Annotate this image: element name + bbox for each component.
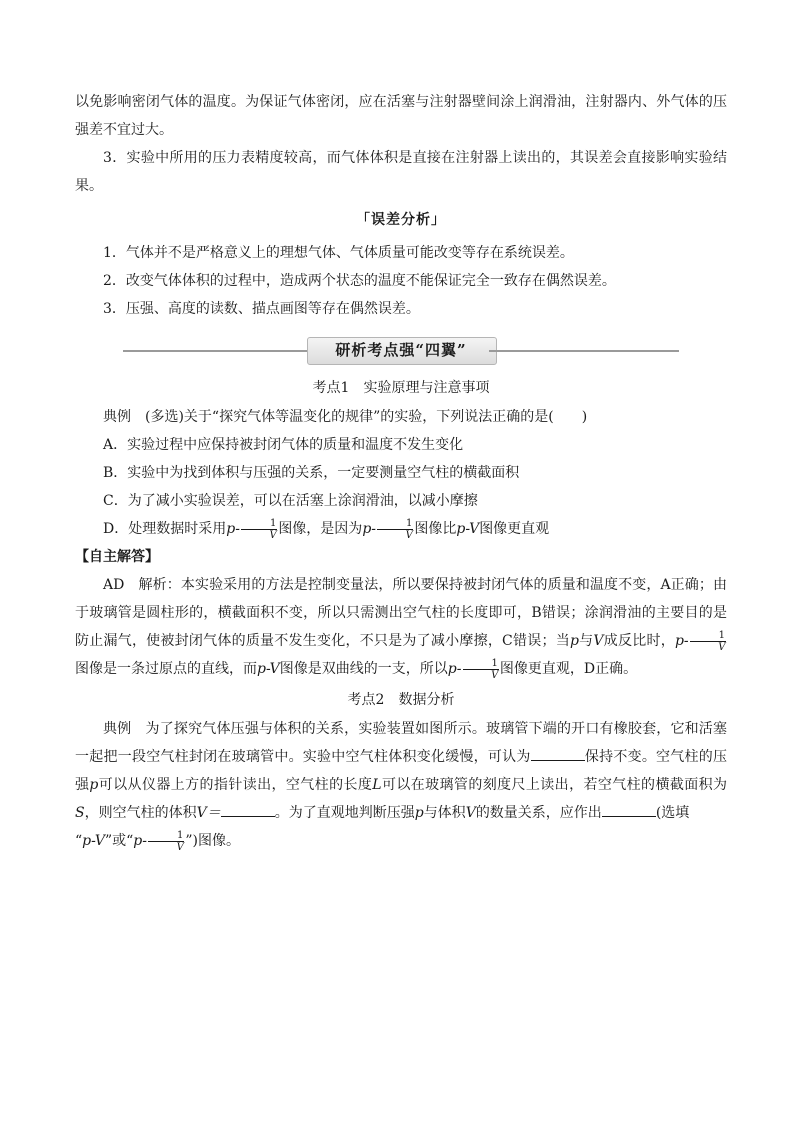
- math-pv: p-V: [82, 833, 105, 849]
- frac-den: V: [405, 529, 413, 541]
- document-content: [75, 88, 727, 855]
- math-p: p-: [674, 633, 689, 649]
- math-s: S: [75, 805, 85, 821]
- kd2-text-4: 可以在玻璃管的刻度尺上读出，若空气柱的横截面积为: [381, 777, 728, 793]
- math-v-eq: V＝: [196, 805, 221, 821]
- fraction-1-over-v: [241, 518, 277, 541]
- kd1-analysis: [75, 571, 727, 683]
- answer-blank-1[interactable]: [531, 746, 585, 761]
- fraction-1-over-v: [148, 830, 184, 853]
- fraction-1-over-v: [463, 658, 499, 681]
- kd2-text-3: 可以从仪器上方的指针读出，空气柱的长度: [98, 777, 373, 793]
- fraction-1-over-v: [690, 630, 726, 653]
- option-d-text-4: 图像更直观: [479, 521, 550, 537]
- frac-num: 1: [377, 518, 413, 530]
- kd1-question: 典例 (多选)关于“探究气体等温变化的规律”的实验，下列说法正确的是( ): [103, 409, 588, 425]
- kd1-option-d: [75, 515, 727, 543]
- math-p: p-: [133, 833, 147, 849]
- kd2-question: [75, 715, 727, 855]
- math-v: V: [593, 633, 604, 649]
- kd2-text-5: ，则空气柱的体积: [84, 805, 197, 821]
- option-d-text-1: D．处理数据时采用: [103, 521, 227, 537]
- section-banner: [75, 331, 727, 369]
- analysis-text-4: 像是一条过原点的直线，而: [89, 661, 257, 677]
- math-v: V: [465, 805, 476, 821]
- kd2-text-1: 典例 为了探究气体压强与体积的关系，实验装置如图所示。玻璃管下端的开口有橡胶套，它和活塞一起把一段空气柱封闭在玻璃管中。实验中空气柱体积变化缓慢，可认为: [75, 721, 727, 765]
- frac-den: V: [718, 641, 726, 653]
- kd2-text-7: 与体积: [423, 805, 466, 821]
- intro-point-3: 3．实验中所用的压力表精度较高，而气体体积是直接在注射器上读出的，其误差会直接影响实验结果。: [75, 150, 727, 194]
- kd1-option-a: A．实验过程中应保持被封闭气体的质量和温度不发生变化: [103, 437, 464, 453]
- analysis-text-1: AD 解析：本实验采用的方法是控制变量法，所以要保持被封闭气体的质量和温度不变，A正确；由于玻璃管是圆柱形的，横截面积不变，所以只需测出空气柱的长度即可，B错误；涂润滑油的主要目的是防止漏气，使被封闭气体的质量不发生变化，不只是为了减小摩擦，C错误；当: [75, 577, 727, 649]
- kd2-text-10: ”或“: [104, 833, 134, 849]
- answer-header: 【自主解答】: [75, 549, 159, 565]
- math-p: p-: [447, 661, 462, 677]
- analysis-text-3: 图: [75, 661, 89, 677]
- kd2-text-9: (选填: [655, 805, 690, 821]
- frac-num: 1: [148, 830, 184, 842]
- kd2-title: 考点2 数据分析: [347, 692, 455, 708]
- kd2-text-8: 的数量关系，应作出: [475, 805, 602, 821]
- frac-den: V: [176, 841, 184, 853]
- option-d-text-3: 图像比: [414, 521, 457, 537]
- error-analysis-title: 「误差分析」: [356, 212, 446, 228]
- math-pv: p-V: [456, 521, 480, 537]
- frac-den: V: [269, 529, 277, 541]
- math-p: p: [569, 633, 579, 649]
- math-pv: p-V: [257, 661, 280, 677]
- kd1-option-b: B．实验中为找到体积与压强的关系，一定要测量空气柱的横截面积: [103, 465, 520, 481]
- analysis-text-5: 图像是双曲线的一支，所以: [279, 661, 448, 677]
- math-l: L: [372, 777, 382, 793]
- answer-blank-2[interactable]: [221, 802, 275, 817]
- frac-num: 1: [463, 658, 499, 670]
- open-quote: “: [75, 833, 83, 849]
- math-p: p-: [362, 521, 377, 537]
- frac-num: 1: [241, 518, 277, 530]
- frac-den: V: [491, 669, 499, 681]
- analysis-text-2: 成反比时，: [603, 633, 675, 649]
- error-item-2: 2．改变气体体积的过程中，造成两个状态的温度不能保证完全一致存在偶然误差。: [103, 273, 616, 289]
- option-d-text-2: 图像，是因为: [278, 521, 363, 537]
- frac-num: 1: [690, 630, 726, 642]
- kd2-text-11: ”)图像。: [185, 833, 240, 849]
- kd1-option-c: C．为了减小实验误差，可以在活塞上涂润滑油，以减小摩擦: [103, 493, 478, 509]
- kd1-title: 考点1 实验原理与注意事项: [312, 380, 490, 396]
- answer-blank-3[interactable]: [602, 802, 656, 817]
- analysis-and: 与: [578, 633, 594, 649]
- banner-title: 研析考点强“四翼”: [335, 341, 467, 359]
- math-p: p: [414, 805, 424, 821]
- error-item-3: 3．压强、高度的读数、描点画图等存在偶然误差。: [103, 301, 420, 317]
- error-item-1: 1．气体并不是严格意义上的理想气体、气体质量可能改变等存在系统误差。: [103, 245, 574, 261]
- kd2-text-6: 。为了直观地判断压强: [274, 805, 415, 821]
- analysis-text-6: 图像更直观，D正确。: [499, 661, 638, 677]
- math-p: p-: [226, 521, 240, 537]
- intro-paragraph: 以免影响密闭气体的温度。为保证气体密闭，应在活塞与注射器壁间涂上润滑油，注射器内、外气体的压强差不宜过大。: [75, 94, 727, 138]
- math-p: p: [89, 777, 99, 793]
- kd2-text-2: 保持不变。空气柱的压强: [75, 749, 728, 793]
- fraction-1-over-v: [377, 518, 413, 541]
